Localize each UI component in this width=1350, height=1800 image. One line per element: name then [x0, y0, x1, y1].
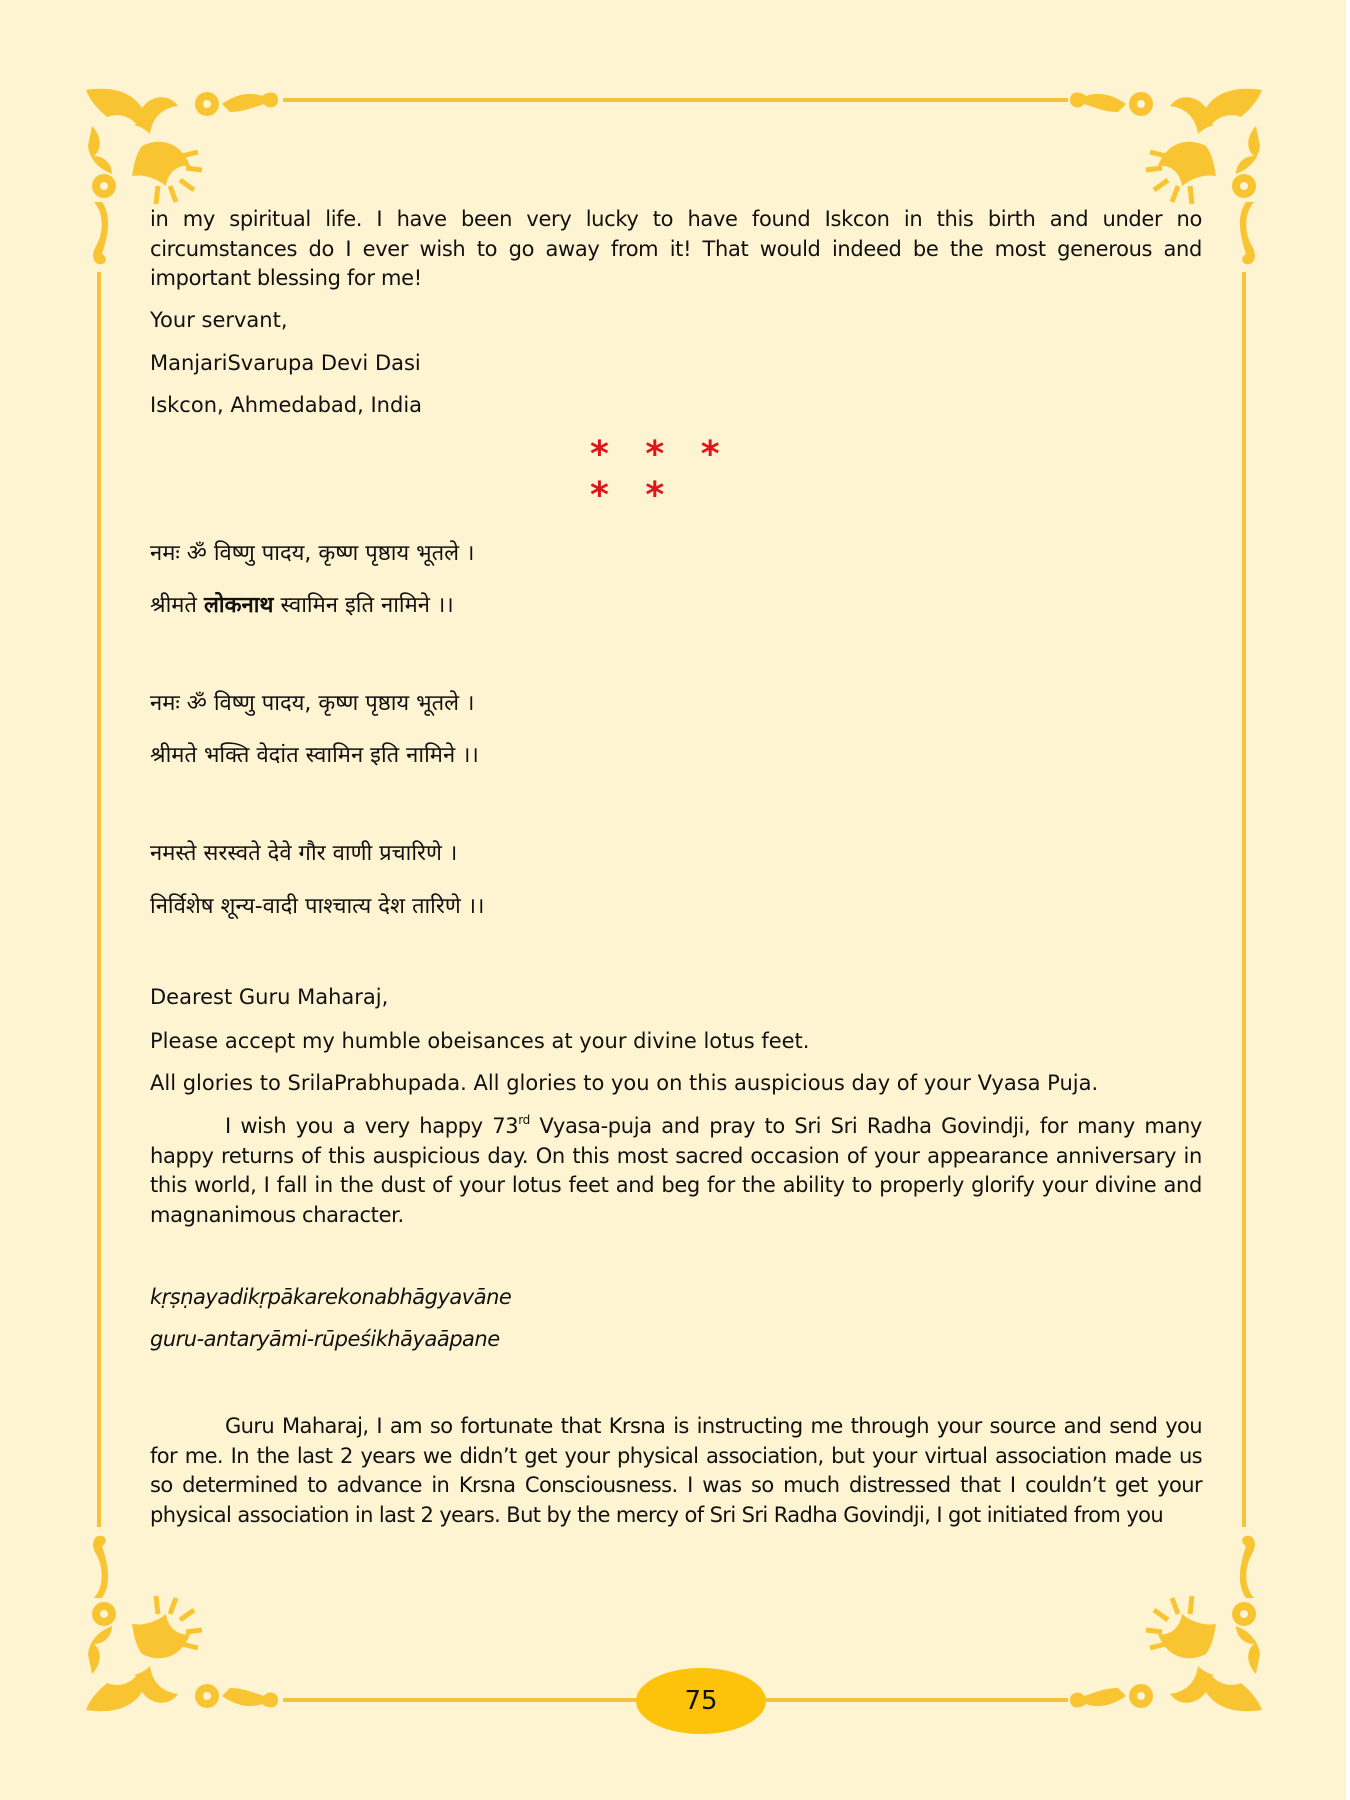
page-number-badge: 75	[636, 1668, 766, 1734]
letter1-closing-paragraph	[150, 205, 1202, 294]
section-separator-stars: * * * * *	[590, 434, 732, 516]
letter2-obeisance: Please accept my humble obeisances at your divine lotus feet.	[150, 1029, 810, 1053]
corner-ornament-bottom-right-icon	[1066, 1514, 1266, 1714]
letter2-glories: All glories to SrilaPrabhupada. All glories to you on this auspicious day of your Vyasa Puja.	[150, 1071, 1099, 1095]
letter1-closing-text: in my spiritual life. I have been very lucky to have found Iskcon in this birth and under no circumstances do I ever wish to go away from it! That would indeed be the most generous and important blessing for me!	[150, 207, 1202, 290]
letter2-body-paragraph	[150, 1412, 1202, 1530]
mantra-1-line-2	[150, 591, 454, 621]
wish-post: Vyasa-puja and pray to Sri Sri Radha Govindji, for many many happy returns of this auspicious day. On this most sacred occasion of your appearance anniversary in this world, I fall in the dust of your lotus feet and beg for the ability to properly glorify your divine and magnanimous character.	[150, 1114, 1203, 1227]
border-left-line	[97, 272, 101, 1527]
letter1-location: Iskcon, Ahmedabad, India	[150, 393, 423, 417]
wish-ordinal-suffix: rd	[518, 1113, 530, 1127]
verse-line-1: kṛṣṇayadikṛpākarekonabhāgyavāne	[150, 1285, 512, 1309]
letter1-signoff: Your servant,	[150, 308, 288, 332]
mantra-1-line-1: नमः ॐ विष्णु पादय, कृष्ण पृष्ठाय भूतले ।	[150, 541, 475, 566]
mantra-2-line-2: श्रीमते भक्ति वेदांत स्वामिन इति नामिने ।।	[150, 743, 479, 768]
wish-pre: I wish you a very happy 73	[225, 1114, 519, 1138]
mantra-1-line-2-pre: श्रीमते	[150, 593, 204, 618]
letter2-wish-paragraph	[150, 1112, 1202, 1230]
letter2-salutation: Dearest Guru Maharaj,	[150, 985, 389, 1009]
border-right-line	[1242, 272, 1246, 1527]
mantra-3-line-2: निर्विशेष शून्य-वादी पाश्चात्य देश तारिणे ।।	[150, 894, 485, 919]
mantra-1-line-2-post: स्वामिन इति नामिने ।।	[273, 593, 454, 618]
mantra-1-line-2-bold-name: लोकनाथ	[203, 593, 274, 618]
verse-line-2: guru-antaryāmi-rūpeśikhāyaāpane	[150, 1327, 500, 1351]
letter1-author-name: ManjariSvarupa Devi Dasi	[150, 351, 421, 375]
body-text: Guru Maharaj, I am so fortunate that Krsna is instructing me through your source and send you for me. In the last 2 years we didn’t get your physical association, but your virtual association made us so determined to advance in Krsna Consciousness. I was so much distressed that I couldn’t get your physical association in last 2 years. But by the mercy of Sri Sri Radha Govindji, I got initiated from you	[150, 1414, 1202, 1527]
mantra-2-line-1: नमः ॐ विष्णु पादय, कृष्ण पृष्ठाय भूतले ।	[150, 691, 475, 716]
border-top-line	[283, 98, 1068, 102]
corner-ornament-bottom-left-icon	[82, 1514, 282, 1714]
mantra-3-line-1: नमस्ते सरस्वते देवे गौर वाणी प्रचारिणे ।	[150, 841, 458, 866]
